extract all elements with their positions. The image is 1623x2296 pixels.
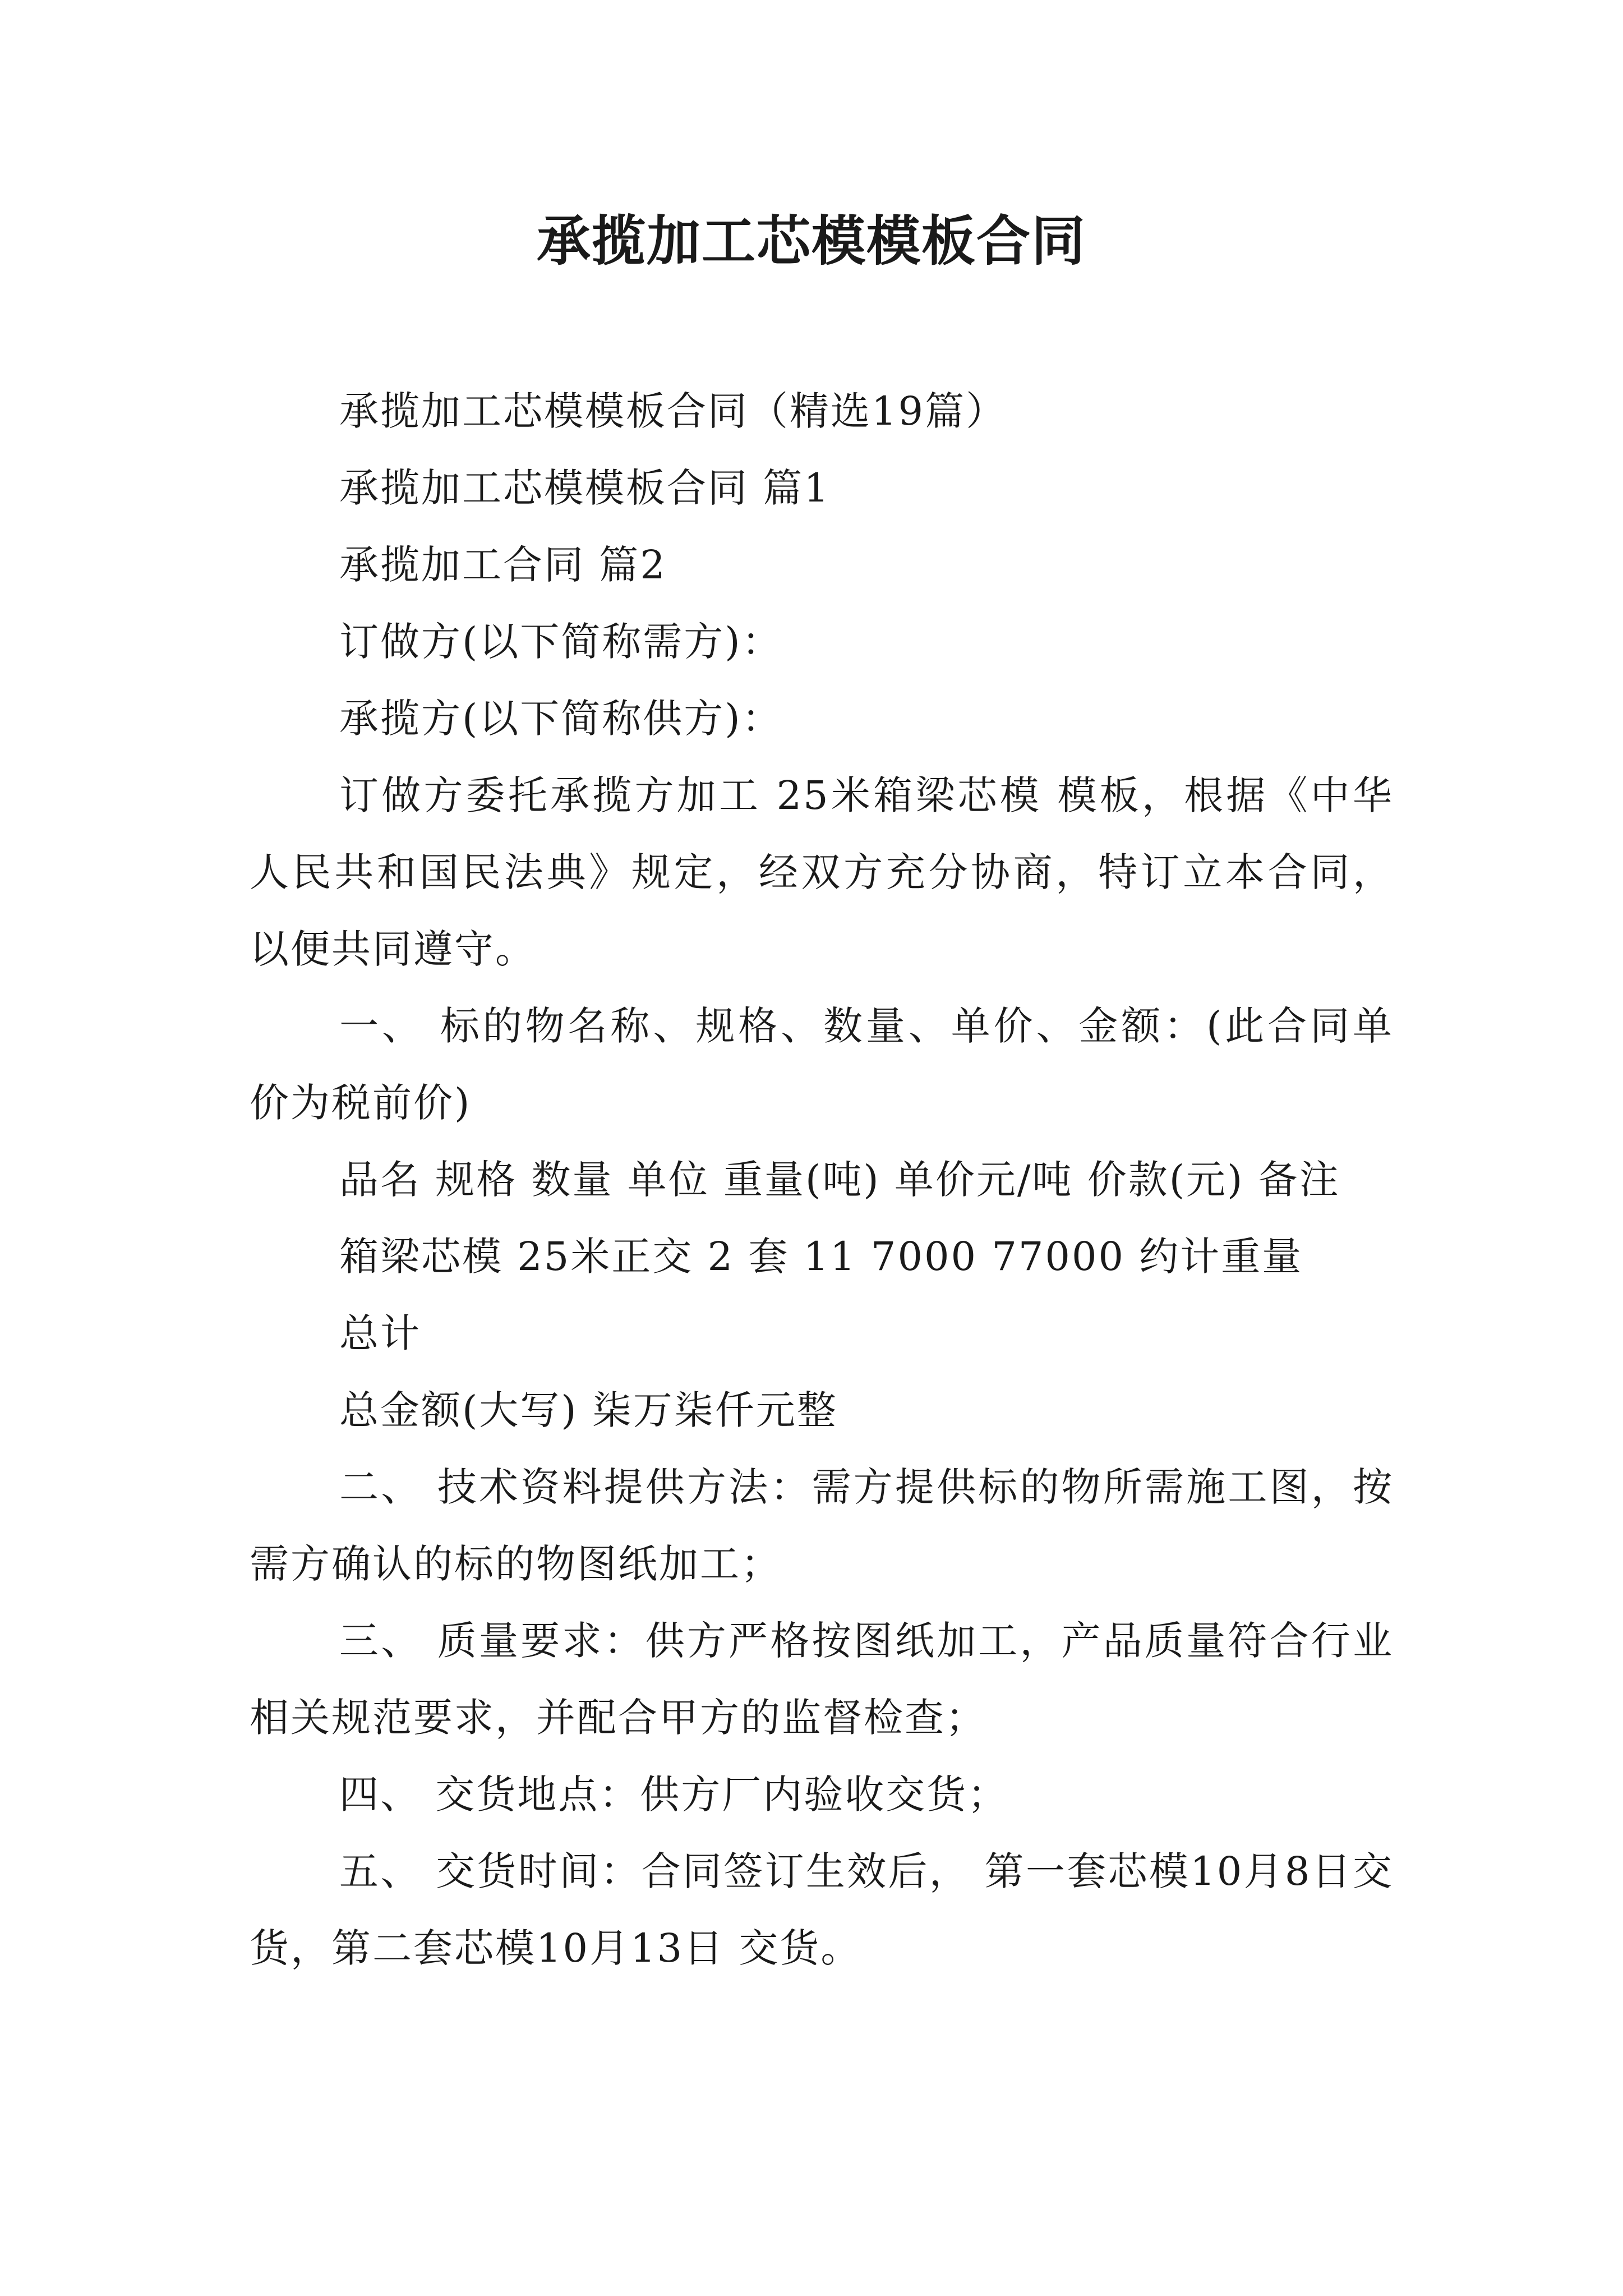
paragraph-table-row: 箱梁芯模 25米正交 2 套 11 7000 77000 约计重量 <box>339 1234 1303 1280</box>
paragraph-section-2: 承揽加工合同 篇2 <box>339 542 667 588</box>
paragraph-clause-1: 一、 标的物名称、规格、数量、单价、金额：(此合同单价为税前价) <box>250 1003 1394 1126</box>
document-title: 承揽加工芯模模板合同 <box>537 209 1086 273</box>
document-body <box>250 373 1394 1987</box>
paragraph-collection-title: 承揽加工芯模模板合同（精选19篇） <box>339 388 1007 434</box>
paragraph-clause-2: 二、 技术资料提供方法：需方提供标的物所需施工图，按需方确认的标的物图纸加工； <box>250 1464 1394 1587</box>
paragraph-contractor: 承揽方(以下简称供方)： <box>339 696 783 742</box>
paragraph-total: 总计 <box>339 1310 421 1356</box>
paragraph-clause-3: 三、 质量要求：供方严格按图纸加工，产品质量符合行业相关规范要求，并配合甲方的监督检查； <box>250 1618 1394 1741</box>
paragraph-intro: 订做方委托承揽方加工 25米箱梁芯模 模板，根据《中华人民共和国民法典》规定，经双方充分协商，特订立本合同，以便共同遵守。 <box>250 772 1394 972</box>
paragraph-clause-4: 四、 交货地点：供方厂内验收交货； <box>339 1772 1009 1818</box>
paragraph-clause-5: 五、 交货时间：合同签订生效后， 第一套芯模10月8日交货，第二套芯模10月13日 交货。 <box>250 1848 1394 1971</box>
paragraph-section-1: 承揽加工芯模模板合同 篇1 <box>339 465 831 511</box>
paragraph-total-amount: 总金额(大写) 柒万柒仟元整 <box>339 1387 838 1433</box>
paragraph-table-header: 品名 规格 数量 单位 重量(吨) 单价元/吨 价款(元) 备注 <box>339 1157 1340 1203</box>
paragraph-orderer: 订做方(以下简称需方)： <box>339 619 783 665</box>
